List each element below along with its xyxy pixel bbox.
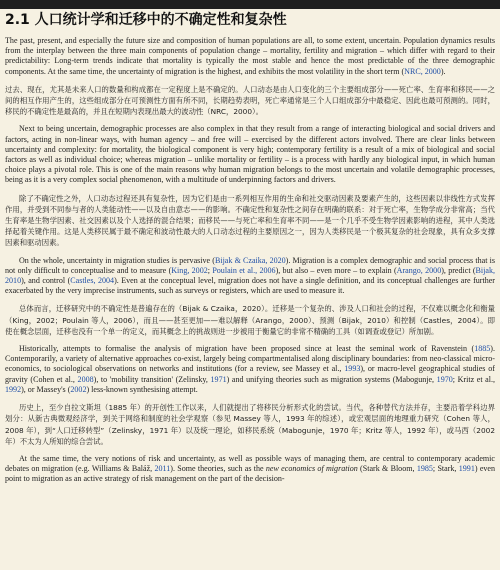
paragraph-chinese xyxy=(5,402,495,447)
paragraph-english xyxy=(5,344,495,395)
citation-link[interactable]: 1992 xyxy=(5,384,22,394)
paragraph-chinese xyxy=(5,193,495,249)
citation-link[interactable]: Bijak & Czaika, 2020 xyxy=(214,255,286,265)
text-run: ; xyxy=(207,265,213,275)
emphasized-text: new economics of migration xyxy=(265,464,358,474)
text-run: ) even point to migration as an active strategy of risk management on the part of the decision- xyxy=(5,464,496,484)
text-run: ), but also – even more – to explain ( xyxy=(275,265,397,275)
text-run: ), or Massey's ( xyxy=(21,384,71,394)
text-run: ; Stark, xyxy=(432,464,459,474)
paragraph-container xyxy=(5,36,495,485)
text-run: On the whole, uncertainty in migration studies is pervasive ( xyxy=(19,255,215,265)
text-run: 总体而言，迁移研究中的不确定性是普遍存在的（Bijak & Czaika，2020）。迁移是一个复杂的、涉及人口和社会的过程，不仅难以概念化和衡量（King，2002；Poulain 等人，2006），而且——甚至更加——难以解释（Arango，2000）、预测（Bijak，2010）和控制（Castles，2004）。即使在概念层面，迁移也没有一个单一的定义，而其概念上的挑战则进一步被用于衡量它的非常不精确的工具（如调查或登记）所加剧。 xyxy=(5,304,495,336)
text-run: ), and control ( xyxy=(21,276,71,286)
citation-link[interactable]: 1991 xyxy=(458,464,475,474)
text-run: ). Contemporarily, a variety of alternative approaches co-exist, largely being compartmentalised along disciplinary boundaries: from neo-classical micro-economics, to sociological observations on networks and institutions (for a review, see Massey et al., xyxy=(5,344,495,374)
top-border-bar xyxy=(0,0,500,9)
text-run: ), to 'mobility transition' (Zelinsky, xyxy=(93,374,211,384)
citation-link[interactable]: 2011 xyxy=(154,464,171,474)
text-run: Historically, attempts to formalise the analysis of migration have been proposed since at least the seminal work of Ravenstein ( xyxy=(19,344,475,354)
paragraph-chinese xyxy=(5,84,495,118)
text-run: ; Kritz et al., xyxy=(452,374,495,384)
citation-link[interactable]: Arango, 2000 xyxy=(396,265,442,275)
citation-link[interactable]: 1970 xyxy=(436,374,453,384)
text-run: ). Even at the conceptual level, migration does not have a single definition, and its conceptual challenges are further exacerbated by the very imprecise instruments, such as surveys or registers, which are used to measure it. xyxy=(5,276,495,296)
citation-link[interactable]: 2002 xyxy=(70,384,87,394)
text-run: 除了不确定性之外，人口动态过程还具有复杂性，因为它们是由一系列相互作用的生命和社交驱动因素及要素产生的，这些因素以非线性方式发挥作用，并受到不同参与者的人类能动性——以及自由意志——的影响。不确定性和复杂性之间存在明确的联系：对于死亡率，生物学成分非常高；当代生育率是生物学因素、社交因素以及个人选择的混合结果；而移民——与死亡率和生育率不同——是一个几乎不受生物学因素影响的进程，其中人类选择起着关键作用。这是人类移民属于最不确定和波动性最大的人口动态过程的主要原因之一，因为人类移民是一个极其复杂的社会现象，具有众多支撑因素和驱动因素。 xyxy=(5,193,495,248)
paragraph-english xyxy=(5,454,495,485)
text-run: ), predict ( xyxy=(441,265,476,275)
paragraph-english xyxy=(5,256,495,297)
text-run: ). Some theories, such as the xyxy=(170,464,266,474)
citation-link[interactable]: Poulain et al., 2006 xyxy=(212,265,276,275)
text-run: (Stark & Bloom, xyxy=(357,464,417,474)
citation-link[interactable]: Castles, 2004 xyxy=(70,276,115,286)
citation-link[interactable]: 1971 xyxy=(210,374,227,384)
article-body xyxy=(5,11,495,492)
text-run: ) less-known synthesising attempt. xyxy=(86,384,198,394)
citation-link[interactable]: Bijak, 2010 xyxy=(5,265,495,286)
citation-link[interactable]: 1985 xyxy=(416,464,433,474)
text-run: 历史上，至少自拉文斯坦（1885 年）的开创性工作以来，人们就提出了将移民分析形式化的尝试。当代，各种替代方法并存，主要沿着学科边界划分：从新古典微观经济学，到关于网络和制度的社会学观察（参见 Massey 等人，1993 年的综述），或宏观层面的地理重力研究（Cohen 等人，2008 年），到“人口迁移转型”（Zelinsky，1971 年）以及统一理论，如移民系统（Mabogunje，1970 年；Kritz 等人，1992 年），或马西（2002 年）不太为人所知的综合尝试。 xyxy=(5,403,495,446)
paragraph-english xyxy=(5,36,495,77)
text-run: At the same time, the very notions of risk and uncertainty, as well as possible ways of managing them, are central to contemporary academic debates on migration (e.g. Williams & Baláž, xyxy=(5,453,495,474)
section-heading: 2.1 人口统计学和迁移中的不确定性和复杂性 xyxy=(5,12,287,28)
citation-link[interactable]: NRC, 2000 xyxy=(404,66,441,76)
citation-link[interactable]: 1993 xyxy=(344,364,361,374)
text-run: The past, present, and especially the future size and composition of human populations are all, to some extent, uncertain. Population dynamics results from the interplay between the three main components of population change – mortality, fertility and migration – which differ with regard to their predictability: Long-term trends indicate that mortality is typically the most stable and hence the most predictable of the three demographic components. At the same time, the uncertainty of migration is the highest, and exhibits the most volatility in the short term ( xyxy=(5,36,495,76)
text-run: ). xyxy=(440,66,446,76)
text-run: Next to being uncertain, demographic processes are also complex in that they result from a range of interacting biological and social drivers and factors, acting in non-linear ways, with human agency – and free will – exercised by the different actors involved. There are clear links between uncertainty and complexity: for mortality, the biological component is very high; contemporary fertility is a result of a mix of biological and social factors as well as individual choice; whereas migration – unlike mortality or fertility – is a process with hardly any biological input, in which human choice plays a pivotal role. This is one of the main reasons why human migration belongs to the most uncertain and volatile demographic processes, being as it is a very complex social phenomenon, with a multitude of underpinning factors and drivers. xyxy=(5,124,495,185)
text-run: ), or macro-level geographical studies of gravity (Cohen et al., xyxy=(5,364,495,384)
text-run: 过去、现在，尤其是未来人口的数量和构成都在一定程度上是不确定的。人口动态是由人口变化的三个主要组成部分——死亡率、生育率和移民——之间的相互作用产生的，这些组成部分在可预测性方面有所不同，长期趋势表明，死亡率通常是三个人口组成部分中最稳定、因此也最可预测的。同时，移民的不确定性是最高的，并且在短期内表现出最大的波动性（NRC，2000）。 xyxy=(5,84,495,117)
text-run: ). Migration is a complex demographic and social process that is not only difficult to conceptualise and to measure ( xyxy=(5,255,495,275)
paragraph-chinese xyxy=(5,303,495,337)
paragraph-english xyxy=(5,124,495,185)
citation-link[interactable]: 2008 xyxy=(77,374,94,384)
citation-link[interactable]: 1885 xyxy=(474,344,491,354)
text-run: ) and unifying theories such as migration systems (Mabogunje, xyxy=(226,374,437,384)
citation-link[interactable]: King, 2002 xyxy=(171,265,208,275)
